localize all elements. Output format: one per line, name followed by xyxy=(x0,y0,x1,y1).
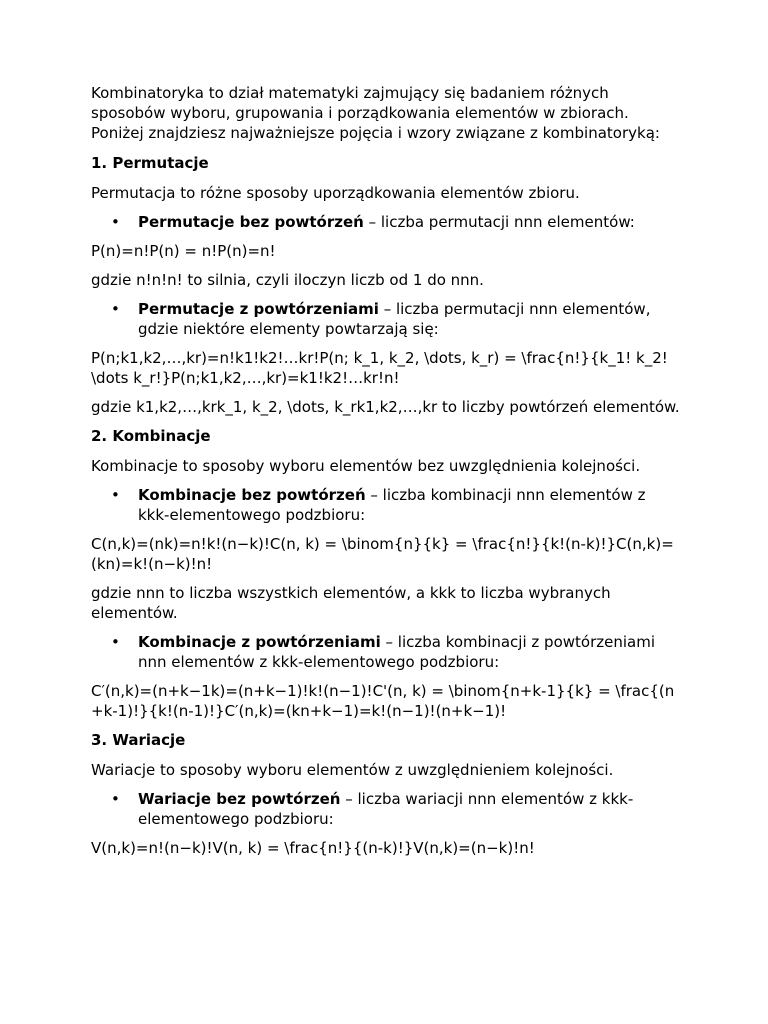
item-term: Kombinacje bez powtórzeń xyxy=(138,486,366,504)
item-text: – liczba permutacji nnn elementów: xyxy=(363,213,635,231)
formula: C(n,k)=(nk)=n!k!(n−k)!C(n, k) = \binom{n}{k} = \frac{n!}{k!(n-k)!}C(n,k)=(kn)=k!(n−k)!n! xyxy=(91,535,674,573)
item-text: – liczba permutacji nnn elementów, gdzie niektóre elementy powtarzają się: xyxy=(138,300,651,338)
list-item xyxy=(91,485,681,525)
formula: P(n;k1,k2,…,kr)=n!k1!k2!…kr!P(n; k_1, k_2, \dots, k_r) = \frac{n!}{k_1! k_2! \dots k_r!}P(n;k1,k2,…,kr)=k1!k2!…kr!n! xyxy=(91,349,668,387)
item-text: – liczba wariacji nnn elementów z kkk-elementowego podzbioru: xyxy=(138,790,634,828)
bullet-icon: • xyxy=(111,486,120,504)
list-item xyxy=(91,632,681,672)
bullet-icon: • xyxy=(111,790,120,808)
section-heading: 3. Wariacje xyxy=(91,731,186,749)
formula-note: gdzie k1,k2,…,krk_1, k_2, \dots, k_rk1,k2,…,kr to liczby powtórzeń elementów. xyxy=(91,398,680,416)
section-description: Wariacje to sposoby wyboru elementów z uwzględnieniem kolejności. xyxy=(91,761,614,779)
list-item xyxy=(91,299,681,339)
item-term: Permutacje z powtórzeniami xyxy=(138,300,379,318)
list-item xyxy=(91,789,681,829)
bullet-icon: • xyxy=(111,213,120,231)
section-description: Permutacja to różne sposoby uporządkowania elementów zbioru. xyxy=(91,184,580,202)
bullet-icon: • xyxy=(111,633,120,651)
item-term: Kombinacje z powtórzeniami xyxy=(138,633,381,651)
bullet-icon: • xyxy=(111,300,120,318)
item-term: Permutacje bez powtórzeń xyxy=(138,213,364,231)
item-text: – liczba kombinacji nnn elementów z kkk-elementowego podzbioru: xyxy=(138,486,646,524)
section-description: Kombinacje to sposoby wyboru elementów bez uwzględnienia kolejności. xyxy=(91,457,641,475)
intro-paragraph: Kombinatoryka to dział matematyki zajmujący się badaniem różnych sposobów wyboru, grupowania i porządkowania elementów w zbiorach. Poniżej znajdziesz najważniejsze pojęcia i wzory związane z kombinatoryką: xyxy=(91,84,660,142)
formula-note: gdzie n!n!n! to silnia, czyli iloczyn liczb od 1 do nnn. xyxy=(91,271,484,289)
section-heading: 2. Kombinacje xyxy=(91,427,211,445)
formula: C′(n,k)=(n+k−1k)=(n+k−1)!k!(n−1)!C'(n, k) = \binom{n+k-1}{k} = \frac{(n+k-1)!}{k!(n-1)!}C′(n,k)=(kn+k−1)=k!(n−1)!(n+k−1)! xyxy=(91,682,675,720)
item-text: – liczba kombinacji z powtórzeniami nnn elementów z kkk-elementowego podzbioru: xyxy=(138,633,655,671)
formula: P(n)=n!P(n) = n!P(n)=n! xyxy=(91,242,276,260)
formula: V(n,k)=n!(n−k)!V(n, k) = \frac{n!}{(n-k)!}V(n,k)=(n−k)!n! xyxy=(91,839,535,857)
document-content xyxy=(91,83,681,867)
list-item xyxy=(91,212,681,232)
formula-note: gdzie nnn to liczba wszystkich elementów, a kkk to liczba wybranych elementów. xyxy=(91,584,611,622)
section-heading: 1. Permutacje xyxy=(91,154,209,172)
item-term: Wariacje bez powtórzeń xyxy=(138,790,341,808)
